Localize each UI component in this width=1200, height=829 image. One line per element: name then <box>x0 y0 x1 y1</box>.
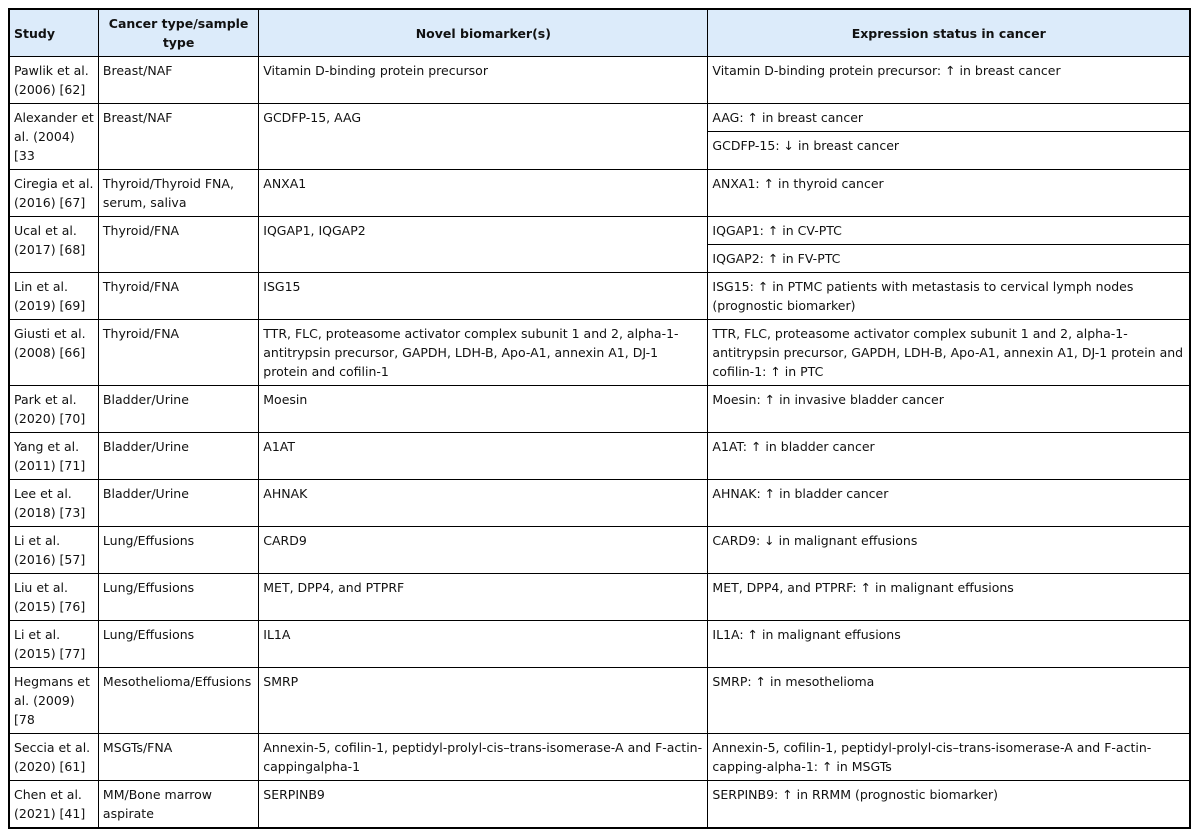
cancer-type-cell: Thyroid/Thyroid FNA, serum, saliva <box>98 170 258 217</box>
study-cell: Giusti et al. (2008) [66] <box>9 320 98 386</box>
study-cell: Lin et al. (2019) [69] <box>9 273 98 320</box>
study-cell: Ciregia et al. (2016) [67] <box>9 170 98 217</box>
header-row <box>9 9 1190 57</box>
header-cancer-type: Cancer type/sample type <box>98 9 258 57</box>
cancer-type-cell: Lung/Effusions <box>98 574 258 621</box>
table-row <box>9 170 1190 217</box>
expression-status-cell: Annexin-5, cofilin-1, peptidyl-prolyl-cis–trans-isomerase-A and F-actin-capping-alpha-1: ↑ in MSGTs <box>708 734 1190 781</box>
study-cell: Liu et al. (2015) [76] <box>9 574 98 621</box>
cancer-type-cell: MM/Bone marrow aspirate <box>98 781 258 829</box>
biomarker-cell: GCDFP-15, AAG <box>259 104 708 170</box>
biomarker-cell: Annexin-5, cofilin-1, peptidyl-prolyl-cis–trans-isomerase-A and F-actin-cappingalpha-1 <box>259 734 708 781</box>
table-row <box>9 781 1190 829</box>
study-cell: Pawlik et al. (2006) [62] <box>9 57 98 104</box>
table-body <box>9 57 1190 829</box>
header-biomarkers: Novel biomarker(s) <box>259 9 708 57</box>
expression-status-line: IQGAP2: ↑ in FV-PTC <box>708 244 1189 272</box>
study-cell: Alexander et al. (2004) [33 <box>9 104 98 170</box>
study-cell: Li et al. (2015) [77] <box>9 621 98 668</box>
cancer-type-cell: Bladder/Urine <box>98 433 258 480</box>
study-cell: Li et al. (2016) [57] <box>9 527 98 574</box>
biomarker-cell: IL1A <box>259 621 708 668</box>
study-cell: Lee et al. (2018) [73] <box>9 480 98 527</box>
table-row <box>9 320 1190 386</box>
biomarker-cell: Vitamin D-binding protein precursor <box>259 57 708 104</box>
table-row <box>9 386 1190 433</box>
biomarker-cell: AHNAK <box>259 480 708 527</box>
expression-status-cell: ANXA1: ↑ in thyroid cancer <box>708 170 1190 217</box>
biomarker-cell: Moesin <box>259 386 708 433</box>
biomarker-cell: ANXA1 <box>259 170 708 217</box>
study-cell: Hegmans et al. (2009) [78 <box>9 668 98 734</box>
biomarker-cell: SMRP <box>259 668 708 734</box>
expression-status-cell: IL1A: ↑ in malignant effusions <box>708 621 1190 668</box>
study-cell: Chen et al. (2021) [41] <box>9 781 98 829</box>
table-row <box>9 433 1190 480</box>
table-row <box>9 527 1190 574</box>
cancer-type-cell: Bladder/Urine <box>98 480 258 527</box>
cancer-type-cell: Thyroid/FNA <box>98 217 258 273</box>
table-row <box>9 480 1190 527</box>
table-row <box>9 217 1190 273</box>
biomarker-cell: IQGAP1, IQGAP2 <box>259 217 708 273</box>
study-cell: Park et al. (2020) [70] <box>9 386 98 433</box>
cancer-type-cell: Lung/Effusions <box>98 621 258 668</box>
expression-status-line: IQGAP1: ↑ in CV-PTC <box>712 223 842 238</box>
cancer-type-cell: Bladder/Urine <box>98 386 258 433</box>
study-cell: Yang et al. (2011) [71] <box>9 433 98 480</box>
expression-status-cell: A1AT: ↑ in bladder cancer <box>708 433 1190 480</box>
expression-status-line: AAG: ↑ in breast cancer <box>712 110 864 125</box>
expression-status-cell: ISG15: ↑ in PTMC patients with metastasis to cervical lymph nodes (prognostic biomarker) <box>708 273 1190 320</box>
table-row <box>9 273 1190 320</box>
cancer-type-cell: MSGTs/FNA <box>98 734 258 781</box>
biomarker-cell: MET, DPP4, and PTPRF <box>259 574 708 621</box>
header-expression-status: Expression status in cancer <box>708 9 1190 57</box>
expression-status-cell: Moesin: ↑ in invasive bladder cancer <box>708 386 1190 433</box>
cancer-type-cell: Mesothelioma/Effusions <box>98 668 258 734</box>
expression-status-cell: CARD9: ↓ in malignant effusions <box>708 527 1190 574</box>
cancer-type-cell: Thyroid/FNA <box>98 273 258 320</box>
expression-status-cell <box>708 217 1190 273</box>
table-row <box>9 734 1190 781</box>
expression-status-cell: AHNAK: ↑ in bladder cancer <box>708 480 1190 527</box>
table-row <box>9 104 1190 170</box>
cancer-type-cell: Thyroid/FNA <box>98 320 258 386</box>
cancer-type-cell: Breast/NAF <box>98 57 258 104</box>
study-cell: Ucal et al. (2017) [68] <box>9 217 98 273</box>
cancer-type-cell: Lung/Effusions <box>98 527 258 574</box>
expression-status-cell <box>708 104 1190 170</box>
expression-status-cell: MET, DPP4, and PTPRF: ↑ in malignant effusions <box>708 574 1190 621</box>
expression-status-line: GCDFP-15: ↓ in breast cancer <box>708 131 1189 159</box>
biomarker-cell: SERPINB9 <box>259 781 708 829</box>
biomarker-cell: TTR, FLC, proteasome activator complex subunit 1 and 2, alpha-1-antitrypsin precursor, GAPDH, LDH-B, Apo-A1, annexin A1, DJ-1 protein and cofilin-1 <box>259 320 708 386</box>
table-row <box>9 574 1190 621</box>
expression-status-cell: TTR, FLC, proteasome activator complex subunit 1 and 2, alpha-1-antitrypsin precursor, GAPDH, LDH-B, Apo-A1, annexin A1, DJ-1 protein and cofilin-1: ↑ in PTC <box>708 320 1190 386</box>
biomarker-cell: ISG15 <box>259 273 708 320</box>
expression-status-cell: Vitamin D-binding protein precursor: ↑ in breast cancer <box>708 57 1190 104</box>
biomarker-cell: A1AT <box>259 433 708 480</box>
table-row <box>9 668 1190 734</box>
table-row <box>9 57 1190 104</box>
header-study: Study <box>9 9 98 57</box>
study-cell: Seccia et al. (2020) [61] <box>9 734 98 781</box>
expression-status-cell: SERPINB9: ↑ in RRMM (prognostic biomarker) <box>708 781 1190 829</box>
cancer-type-cell: Breast/NAF <box>98 104 258 170</box>
table-row <box>9 621 1190 668</box>
expression-status-cell: SMRP: ↑ in mesothelioma <box>708 668 1190 734</box>
biomarker-table <box>8 8 1191 829</box>
biomarker-cell: CARD9 <box>259 527 708 574</box>
